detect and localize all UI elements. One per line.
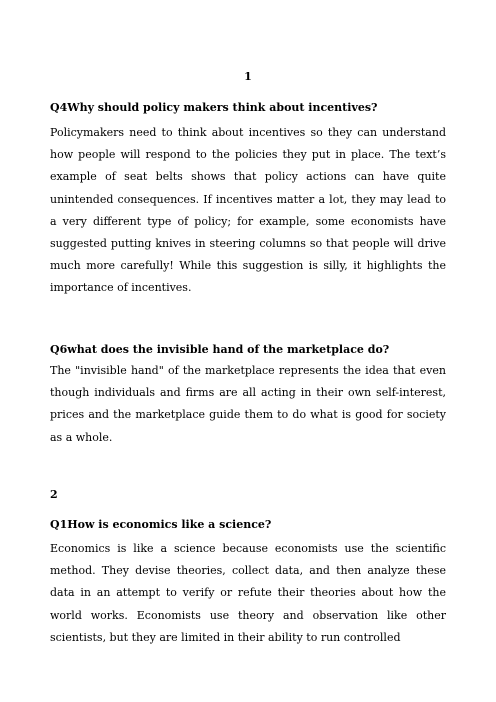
answer-q4: Policymakers need to think about incentives so they can understand how people will respond to the policies they put in place. The text’s example of seat belts shows that policy actions can have quite unintended consequences. If incentives matter a lot, they may lead to a very different type of policy; for example, some economists have suggested putting knives in steering columns so that people will drive much more carefully! While this suggestion is silly, it highlights the importance of incentives. [50,126,446,295]
answer-q6: The "invisible hand" of the marketplace represents the idea that even though individuals and firms are all acting in their own self-interest, prices and the marketplace guide them to do what is good for society as a whole. [50,364,446,444]
chapter-number-2: 2 [50,488,58,501]
question-q4: Q4Why should policy makers think about incentives? [50,101,378,114]
answer-q1: Economics is like a science because economists use the scientific method. They devise theories, collect data, and then analyze these data in an attempt to verify or refute their theories about how the world works. Economists use theory and observation like other scientists, but they are limited in their ability to run controlled [50,542,446,644]
question-q6: Q6what does the invisible hand of the marketplace do? [50,343,390,356]
chapter-number-1: 1 [244,70,252,83]
question-q1: Q1How is economics like a science? [50,518,272,531]
